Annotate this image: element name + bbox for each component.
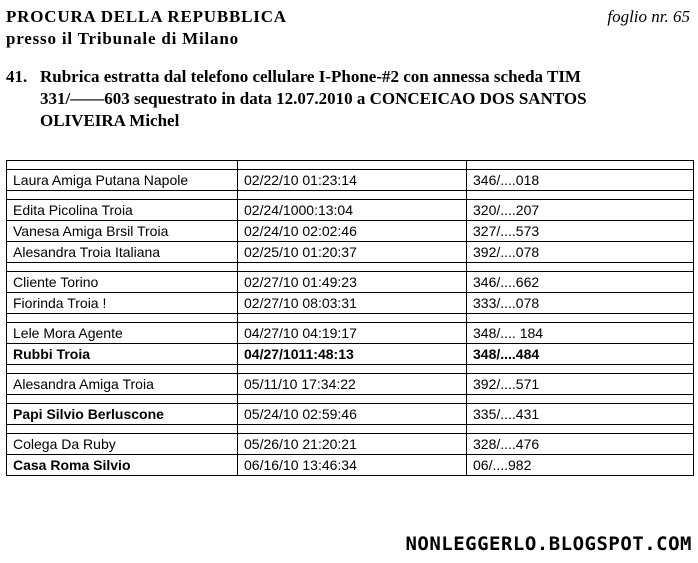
timestamp-cell: 04/27/1011:48:13 — [238, 344, 467, 365]
section-number: 41. — [6, 67, 28, 86]
contact-name-cell: Edita Picolina Troia — [7, 200, 238, 221]
contact-name-cell: Alesandra Amiga Troia — [7, 374, 238, 395]
contact-name-cell: Rubbi Troia — [7, 344, 238, 365]
phone-number-cell: 392/....078 — [467, 242, 694, 263]
table-row — [7, 272, 694, 293]
table-row — [7, 242, 694, 263]
phone-number-cell: 328/....476 — [467, 434, 694, 455]
spacer-cell — [467, 161, 694, 170]
phone-number-cell: 346/....018 — [467, 170, 694, 191]
heading-line-1: Rubrica estratta dal telefono cellulare I-Phone-#2 con annessa scheda TIM — [40, 67, 581, 86]
contacts-table — [6, 160, 694, 476]
spacer-cell — [7, 314, 238, 323]
timestamp-cell: 05/11/10 17:34:22 — [238, 374, 467, 395]
section-heading — [6, 66, 692, 132]
timestamp-cell: 04/27/10 04:19:17 — [238, 323, 467, 344]
spacer-cell — [238, 365, 467, 374]
spacer-cell — [7, 191, 238, 200]
timestamp-cell: 02/24/10 02:02:46 — [238, 221, 467, 242]
contact-name-cell: Alesandra Troia Italiana — [7, 242, 238, 263]
phone-number-cell: 333/....078 — [467, 293, 694, 314]
table-row — [7, 170, 694, 191]
phone-number-cell: 335/....431 — [467, 404, 694, 425]
spacer-cell — [467, 263, 694, 272]
table-spacer-row — [7, 161, 694, 170]
timestamp-cell: 02/27/10 01:49:23 — [238, 272, 467, 293]
spacer-cell — [467, 314, 694, 323]
contact-name-cell: Casa Roma Silvio — [7, 455, 238, 476]
phone-number-cell: 327/....573 — [467, 221, 694, 242]
spacer-cell — [238, 425, 467, 434]
office-header — [6, 6, 287, 50]
contact-name-cell: Colega Da Ruby — [7, 434, 238, 455]
table-row — [7, 200, 694, 221]
contact-name-cell: Lele Mora Agente — [7, 323, 238, 344]
phone-number-cell: 320/....207 — [467, 200, 694, 221]
timestamp-cell: 05/24/10 02:59:46 — [238, 404, 467, 425]
table-row — [7, 323, 694, 344]
table-row — [7, 374, 694, 395]
table-row — [7, 344, 694, 365]
phone-number-cell: 392/....571 — [467, 374, 694, 395]
phone-number-cell: 348/.... 184 — [467, 323, 694, 344]
office-line-2: presso il Tribunale di Milano — [6, 29, 239, 48]
spacer-cell — [467, 425, 694, 434]
spacer-cell — [467, 191, 694, 200]
timestamp-cell: 02/22/10 01:23:14 — [238, 170, 467, 191]
spacer-cell — [7, 365, 238, 374]
table-spacer-row — [7, 395, 694, 404]
contact-name-cell: Laura Amiga Putana Napole — [7, 170, 238, 191]
blog-watermark: NONLEGGERLO.BLOGSPOT.COM — [405, 533, 692, 555]
spacer-cell — [7, 263, 238, 272]
timestamp-cell: 02/27/10 08:03:31 — [238, 293, 467, 314]
table-spacer-row — [7, 263, 694, 272]
table-row — [7, 293, 694, 314]
spacer-cell — [7, 161, 238, 170]
spacer-cell — [238, 191, 467, 200]
heading-line-3: OLIVEIRA Michel — [40, 111, 180, 130]
office-line-1: PROCURA DELLA REPUBBLICA — [6, 7, 287, 26]
spacer-cell — [7, 425, 238, 434]
table-spacer-row — [7, 314, 694, 323]
spacer-cell — [238, 263, 467, 272]
sheet-number: foglio nr. 65 — [607, 7, 690, 26]
spacer-cell — [467, 365, 694, 374]
phone-number-cell: 346/....662 — [467, 272, 694, 293]
spacer-cell — [238, 161, 467, 170]
spacer-cell — [238, 395, 467, 404]
table-spacer-row — [7, 425, 694, 434]
phone-number-cell: 348/....484 — [467, 344, 694, 365]
timestamp-cell: 06/16/10 13:46:34 — [238, 455, 467, 476]
table-row — [7, 434, 694, 455]
table-row — [7, 404, 694, 425]
contact-name-cell: Papi Silvio Berluscone — [7, 404, 238, 425]
table-spacer-row — [7, 365, 694, 374]
timestamp-cell: 02/25/10 01:20:37 — [238, 242, 467, 263]
timestamp-cell: 02/24/1000:13:04 — [238, 200, 467, 221]
contact-name-cell: Fiorinda Troia ! — [7, 293, 238, 314]
contact-name-cell: Vanesa Amiga Brsil Troia — [7, 221, 238, 242]
phone-number-cell: 06/....982 — [467, 455, 694, 476]
contact-name-cell: Cliente Torino — [7, 272, 238, 293]
timestamp-cell: 05/26/10 21:20:21 — [238, 434, 467, 455]
spacer-cell — [238, 314, 467, 323]
table-row — [7, 221, 694, 242]
spacer-cell — [467, 395, 694, 404]
spacer-cell — [7, 395, 238, 404]
heading-line-2: 331/——603 sequestrato in data 12.07.2010 a CONCEICAO DOS SANTOS — [40, 89, 587, 108]
table-spacer-row — [7, 191, 694, 200]
table-row — [7, 455, 694, 476]
